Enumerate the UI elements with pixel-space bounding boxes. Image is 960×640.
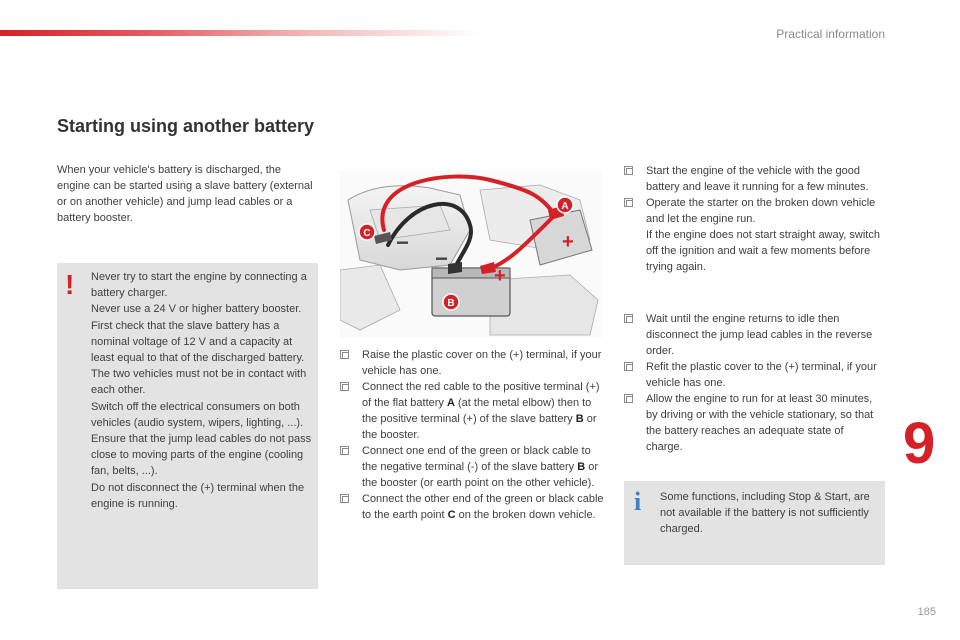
warning-line: First check that the slave battery has a nominal voltage of 12 V and a capacity at least equal to that of the discharged battery. [91,319,305,365]
step-text: Raise the plastic cover on the (+) terminal, if your vehicle has one. [362,349,602,377]
step-text: Operate the starter on the broken down vehicle and let the engine run. [646,197,876,225]
checkbox-bullet-icon [340,494,349,503]
step-ref: A [447,397,455,409]
checkbox-bullet-icon [340,446,349,455]
info-icon: i [634,487,642,516]
step-item [624,391,882,455]
step-item [624,163,882,195]
step-ref: B [575,413,584,425]
steps-right-column-top [624,163,882,275]
step-text: Wait until the engine returns to idle then disconnect the jump lead cables in the reverse order. [646,313,873,357]
clamp-b-negative [448,262,462,274]
warning-line: Switch off the electrical consumers on both vehicles (audio system, wipers, lighting, ...). [91,400,304,429]
warning-line: Never try to start the engine by connecting a battery charger. [91,271,307,300]
step-text: on the broken down vehicle. [455,509,596,521]
step-item [340,491,605,523]
step-text: Connect one end of the green or black cable to the negative terminal (-) of the slave battery [362,445,591,473]
jump-start-illustration [340,170,602,338]
step-text: Allow the engine to run for at least 30 minutes, by driving or with the vehicle stationary, so that the battery reaches an adequate state of charge. [646,393,874,453]
step-text: or the booster (or earth point on the other vehicle). [362,461,599,489]
label-c: C [363,228,371,239]
section-title: Practical information [776,27,885,41]
step-text: or the booster. [362,413,597,441]
warning-line: Ensure that the jump lead cables do not pass close to moving parts of the engine (cooling fan, belts, ...). [91,433,312,478]
step-item [624,195,882,275]
step-text: Start the engine of the vehicle with the good battery and leave it running for a few minutes. [646,165,869,193]
minus-sign: − [435,246,448,271]
step-item [624,311,882,359]
steps-right-column-bottom [624,311,882,455]
page-number: 185 [917,606,936,618]
step-text: Refit the plastic cover to the (+) terminal, if your vehicle has one. [646,361,877,389]
steps-middle-column [340,347,605,523]
checkbox-bullet-icon [624,394,633,403]
info-text: Some functions, including Stop & Start, are not available if the battery is not sufficiently charged. [660,491,870,535]
checkbox-bullet-icon [340,350,349,359]
checkbox-bullet-icon [624,362,633,371]
step-text: Connect the red cable to the positive terminal (+) of the flat battery [362,381,600,409]
step-ref: B [577,461,586,473]
step-text: Connect the other end of the green or black cable to the earth point [362,493,604,521]
step-note: If the engine does not start straight away, switch off the ignition and wait a few moments before trying again. [646,229,880,273]
checkbox-bullet-icon [340,382,349,391]
step-item [340,443,605,491]
intro-paragraph: When your vehicle's battery is discharged, the engine can be started using a slave battery (external or on another vehicle) and jump lead cables or a battery booster. [57,164,313,224]
warning-line: The two vehicles must not be in contact with each other. [91,368,307,397]
header-accent-bar [0,30,480,36]
checkbox-bullet-icon [624,198,633,207]
warning-text [91,269,313,512]
plus-sign: + [494,265,506,287]
step-item [340,347,605,379]
warning-line: Never use a 24 V or higher battery booster. [91,303,302,316]
label-b: B [447,298,455,309]
step-text: (at the metal elbow) then to the positive terminal (+) of the slave battery [362,397,592,425]
step-ref: C [447,509,456,521]
page-heading: Starting using another battery [57,116,315,136]
step-item [624,359,882,391]
warning-box [57,263,318,589]
label-a: A [561,201,569,212]
info-box [624,481,885,565]
plus-sign: + [562,231,574,253]
checkbox-bullet-icon [624,314,633,323]
minus-sign: − [396,230,409,255]
warning-icon: ! [65,269,75,300]
checkbox-bullet-icon [624,166,633,175]
warning-line: Do not disconnect the (+) terminal when the engine is running. [91,481,305,510]
chapter-number: 9 [903,411,936,476]
step-item [340,379,605,443]
